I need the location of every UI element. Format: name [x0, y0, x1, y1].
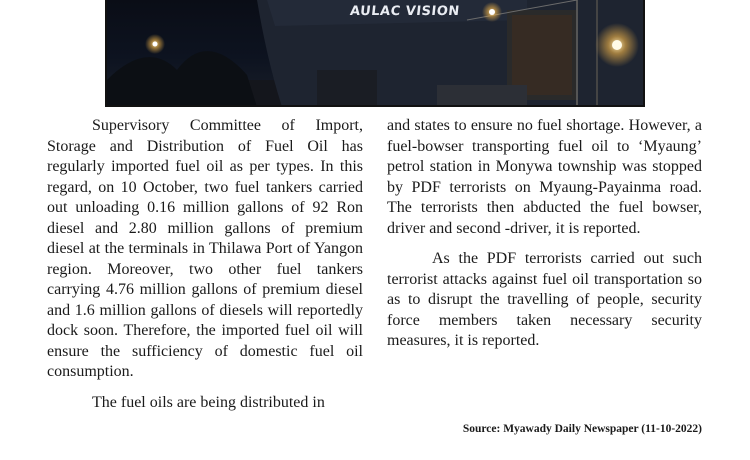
ship-name: AULAC VISION: [349, 4, 461, 19]
article-photo: [105, 0, 645, 107]
paragraph: and states to ensure no fuel shortage. However, a fuel-bowser transporting fuel oil to ‘Myaung’ petrol station in Monywa township was stopped by PDF terrorists on Myaung-Payainma road. The terrorists then abducted the fuel bowser, driver and second -driver, it is reported.: [387, 117, 702, 237]
source-credit: Source: Myawady Daily Newspaper (11-10-2022): [462, 423, 702, 435]
paragraph: The fuel oils are being distributed in: [92, 393, 325, 411]
paragraph: As the PDF terrorists carried out such terrorist attacks against fuel oil transportation so as to disrupt the travelling of people, security force members taken necessary security measures, it is reported.: [387, 250, 702, 349]
paragraph: Supervisory Committee of Import, Storage and Distribution of Fuel Oil has regularly imported fuel oil as per types. In this regard, on 10 October, two fuel tankers carried out unloading 0.16 million gallons of 92 Ron diesel and 2.80 million gallons of premium diesel at the terminals in Thilawa Port of Yangon region. Moreover, two other fuel tankers carrying 4.76 million gallons of premium diesel and 1.6 million gallons of diesels will reportedly dock soon. Therefore, the imported fuel oil will ensure the sufficiency of domestic fuel oil consumption.: [47, 117, 363, 380]
article-right-column: [387, 116, 702, 352]
article-left-column: [47, 116, 363, 413]
